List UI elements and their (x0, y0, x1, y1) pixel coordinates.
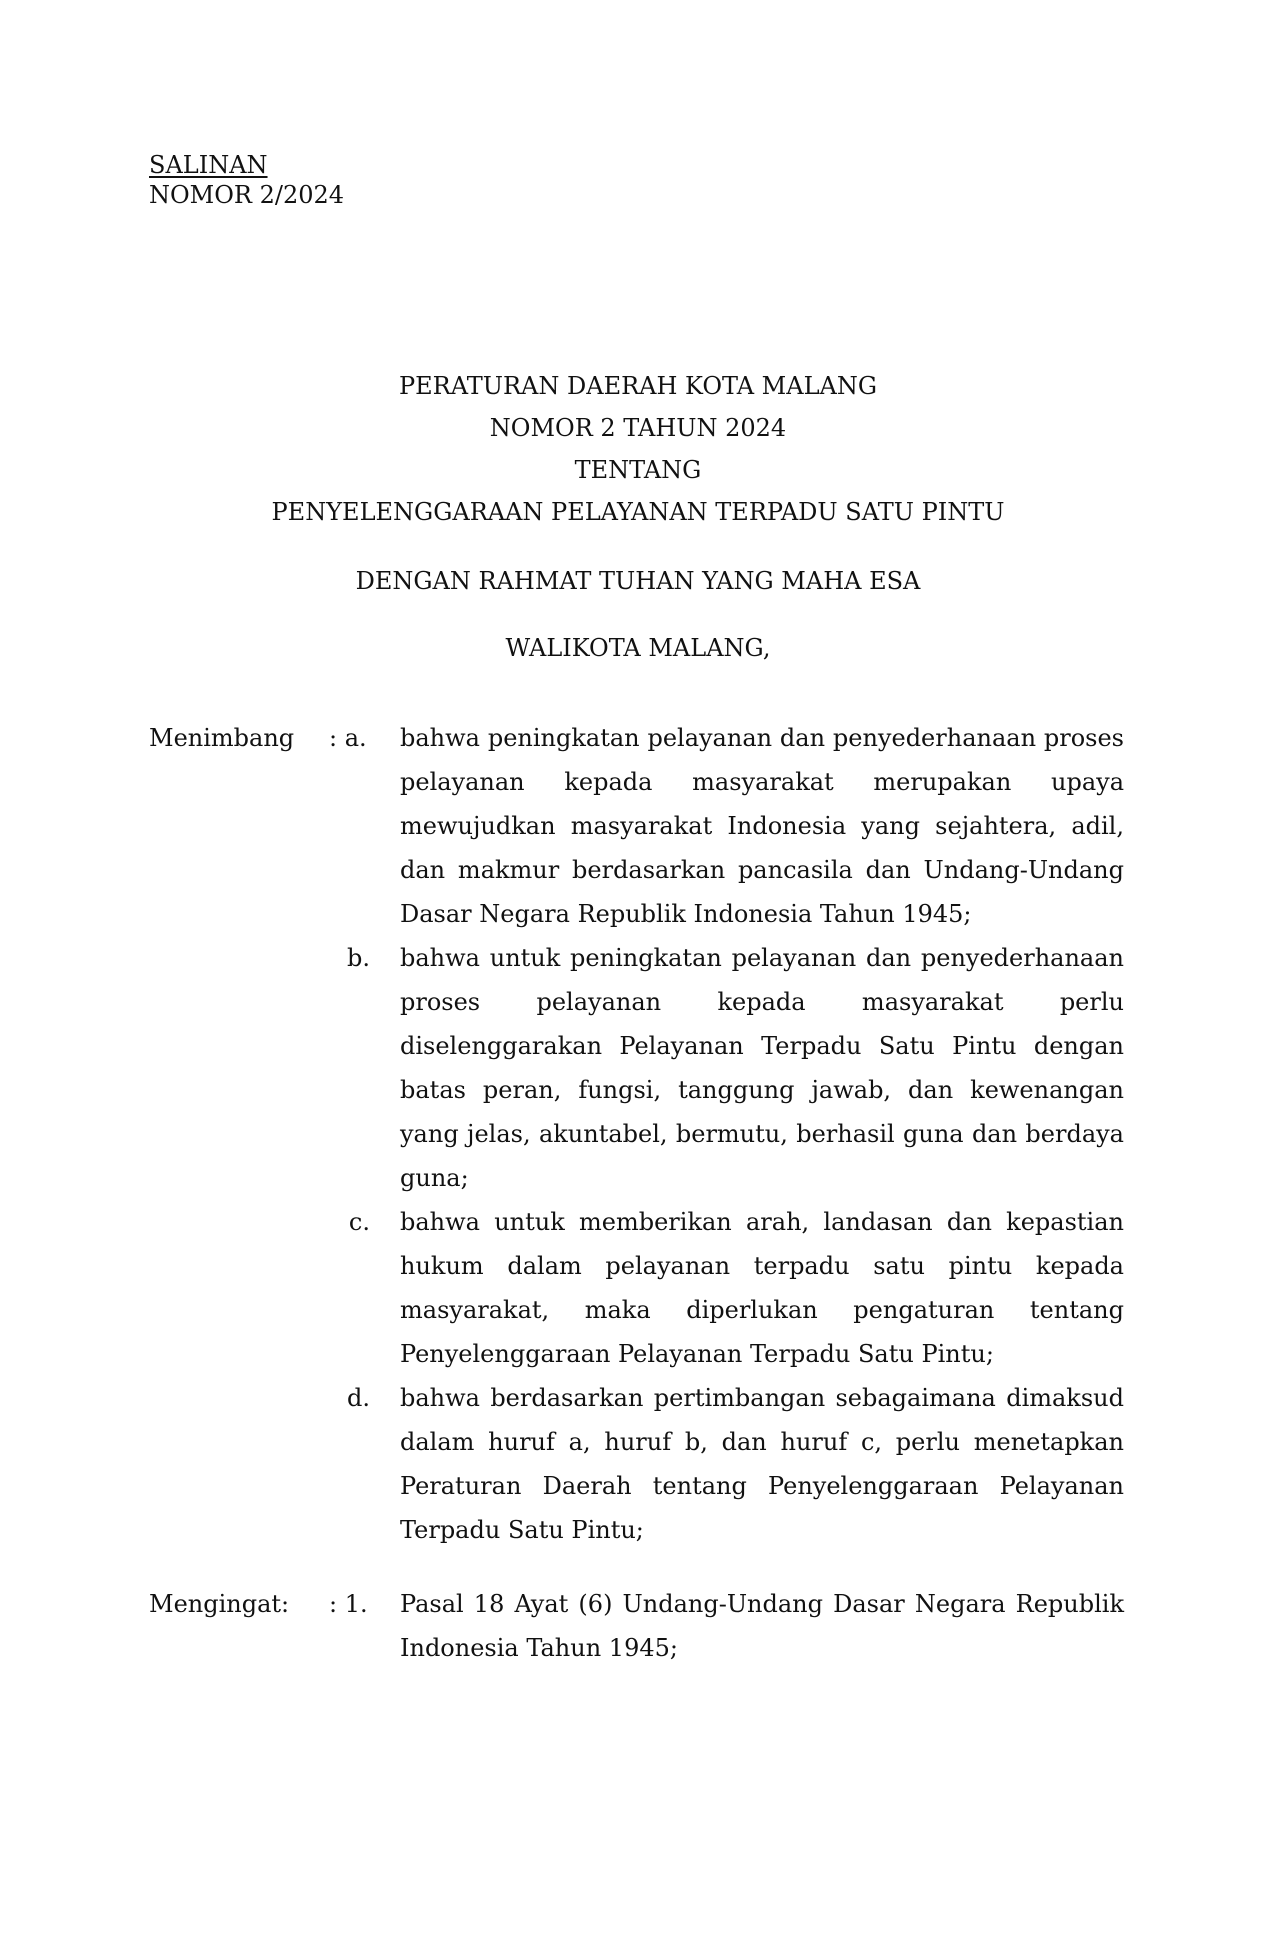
recalling-item-1 (329, 1582, 1124, 1670)
considering-item-b (329, 936, 1124, 1200)
item-marker: d. (347, 1384, 370, 1412)
header-line-subject: PENYELENGGARAAN PELAYANAN TERPADU SATU PINTU (271, 498, 1005, 526)
item-text: Pasal 18 Ayat (6) Undang-Undang Dasar Negara Republik Indonesia Tahun 1945; (400, 1590, 1124, 1662)
considering-label: Menimbang (149, 724, 295, 752)
item-marker: c. (348, 1208, 370, 1236)
copy-label: SALINAN (149, 151, 268, 179)
header-line-title: PERATURAN DAERAH KOTA MALANG (398, 372, 878, 400)
considering-item-d (329, 1376, 1124, 1552)
header-line-number: NOMOR 2 TAHUN 2024 (489, 414, 787, 442)
considering-section (149, 716, 1124, 1552)
considering-item-c (329, 1200, 1124, 1376)
copy-number: NOMOR 2/2024 (149, 181, 345, 209)
item-text: bahwa peningkatan pelayanan dan penyederhanaan proses pelayanan kepada masyarakat merupakan upaya mewujudkan masyarakat Indonesia yang sejahtera, adil, dan makmur berdasarkan pancasila dan Undang-Undang Dasar Negara Republik Indonesia Tahun 1945; (400, 724, 1124, 928)
considering-item-a (329, 716, 1124, 936)
item-marker: : a. (329, 724, 367, 752)
copy-block (149, 150, 344, 210)
considering-items (329, 716, 1124, 1552)
item-text: bahwa berdasarkan pertimbangan sebagaimana dimaksud dalam huruf a, huruf b, dan huruf c, perlu menetapkan Peraturan Daerah tentang Penyelenggaraan Pelayanan Terpadu Satu Pintu; (400, 1384, 1124, 1544)
item-marker: : 1. (329, 1590, 368, 1618)
item-text: bahwa untuk memberikan arah, landasan dan kepastian hukum dalam pelayanan terpadu satu pintu kepada masyarakat, maka diperlukan pengaturan tentang Penyelenggaraan Pelayanan Terpadu Satu Pintu; (400, 1208, 1124, 1368)
mayor-line: WALIKOTA MALANG, (505, 634, 771, 662)
regulation-header (0, 365, 1276, 533)
header-line-about: TENTANG (574, 456, 702, 484)
recalling-items (329, 1582, 1124, 1670)
invocation: DENGAN RAHMAT TUHAN YANG MAHA ESA (355, 567, 921, 595)
item-marker: b. (347, 944, 370, 972)
item-text: bahwa untuk peningkatan pelayanan dan penyederhanaan proses pelayanan kepada masyarakat perlu diselenggarakan Pelayanan Terpadu Satu Pintu dengan batas peran, fungsi, tanggung jawab, dan kewenangan yang jelas, akuntabel, bermutu, berhasil guna dan berdaya guna; (400, 944, 1124, 1192)
recalling-label: Mengingat: (149, 1590, 290, 1618)
recalling-section (149, 1582, 1124, 1670)
